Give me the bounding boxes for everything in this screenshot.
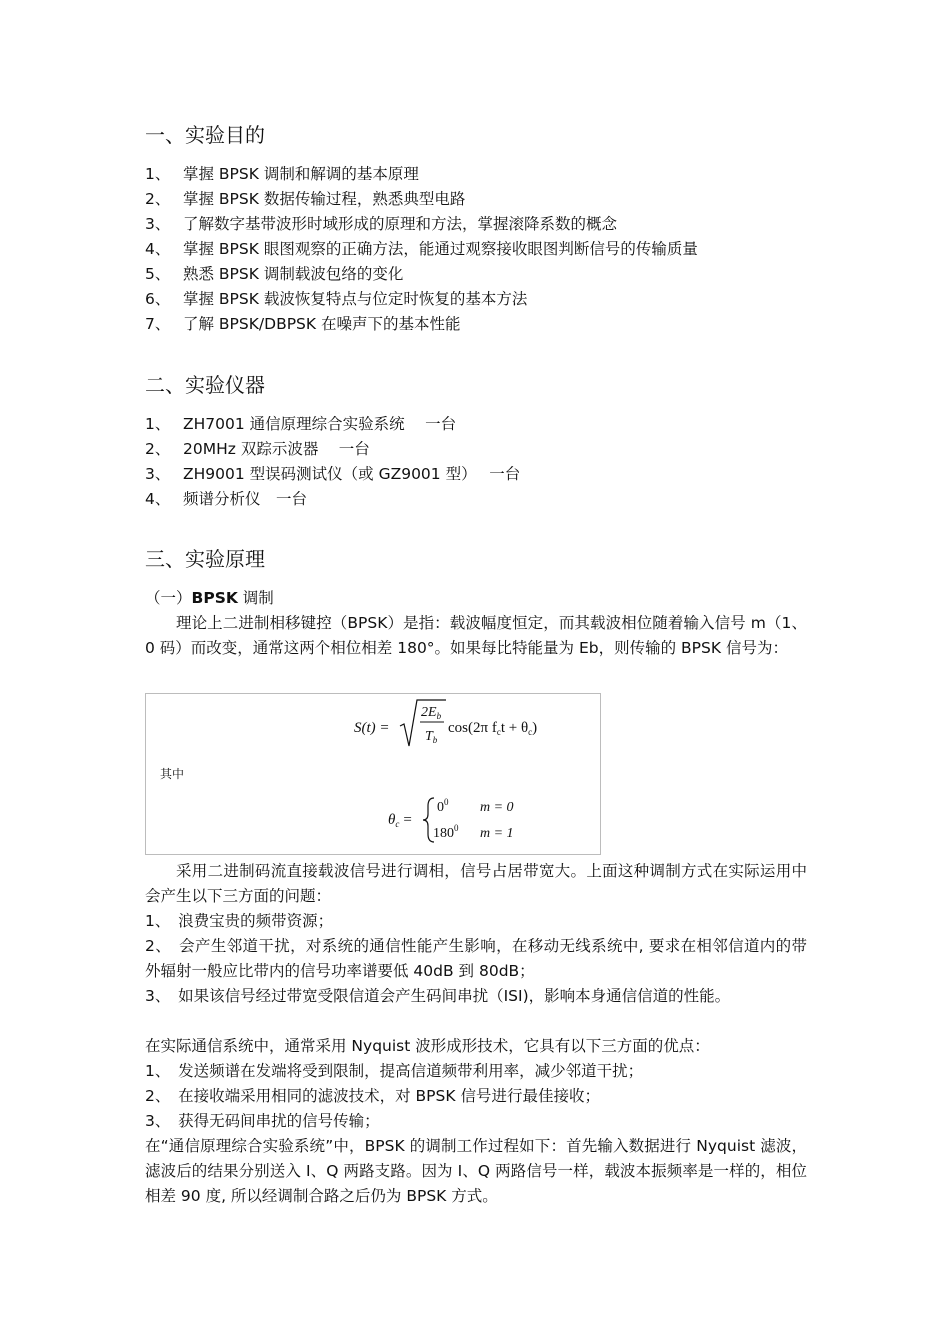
body-paragraph: 在“通信原理综合实验系统”中，BPSK 的调制工作过程如下：首先输入数据进行 Nyquist 滤波，滤波后的结果分别送入 I、Q 两路支路。因为 I、Q 两路信号一样，载波本振频率是一样的，相位相差 90 度, 所以经调制合路之后仍为 BPSK 方式。: [145, 1137, 807, 1205]
list-item: 2、 掌握 BPSK 数据传输过程，熟悉典型电路: [145, 190, 466, 208]
list-item: 4、 频谱分析仪 一台: [145, 490, 308, 508]
list-item: 1、 ZH7001 通信原理综合实验系统 一台: [145, 415, 457, 433]
list-item: 2、 20MHz 双踪示波器 一台: [145, 440, 370, 458]
list-item: 4、 掌握 BPSK 眼图观察的正确方法，能通过观察接收眼图判断信号的传输质量: [145, 240, 698, 258]
problem-list: [145, 909, 807, 1009]
case2-value: $180^0$: [433, 823, 459, 841]
section-heading-purpose: 一、实验目的: [145, 123, 265, 147]
instrument-list: [145, 412, 807, 512]
list-item: 5、 熟悉 BPSK 调制载波包络的变化: [145, 265, 404, 283]
formula-image: [145, 693, 601, 855]
list-item: 3、 ZH9001 型误码测试仪（或 GZ9001 型） 一台: [145, 465, 521, 483]
list-item: 1、 浪费宝贵的频带资源；: [145, 912, 334, 930]
list-item: 3、 了解数字基带波形时域形成的原理和方法，掌握滚降系数的概念: [145, 215, 618, 233]
list-item: 1、 发送频谱在发端将受到限制，提高信道频带利用率，减少邻道干扰；: [145, 1062, 644, 1080]
formula-theta: $\theta_c$ =: [388, 812, 412, 829]
formula-numerator: $2E_b$: [421, 705, 442, 721]
advantage-list: [145, 1059, 807, 1134]
body-paragraph: 在实际通信系统中，通常采用 Nyquist 波形成形技术，它具有以下三方面的优点：: [145, 1037, 710, 1055]
purpose-list: [145, 162, 807, 337]
case2-condition: m = 1: [480, 826, 514, 841]
list-item: 6、 掌握 BPSK 载波恢复特点与位定时恢复的基本方法: [145, 290, 528, 308]
list-item: 3、 获得无码间串扰的信号传输；: [145, 1112, 380, 1130]
formula-where-label: 其中: [160, 767, 185, 781]
list-item: 1、 掌握 BPSK 调制和解调的基本原理: [145, 165, 419, 183]
list-item: 7、 了解 BPSK/DBPSK 在噪声下的基本性能: [145, 315, 461, 333]
formula-cos: cos(2π $f_ct + \theta_c$): [448, 720, 538, 737]
section-heading-instruments: 二、实验仪器: [145, 373, 265, 397]
list-item: 2、 会产生邻道干扰，对系统的通信性能产生影响，在移动无线系统中, 要求在相邻信道内的带外辐射一般应比带内的信号功率谱要低 40dB 到 80dB；: [145, 937, 807, 980]
body-paragraph: 采用二进制码流直接载波信号进行调相，信号占居带宽大。上面这种调制方式在实际运用中会产生以下三方面的问题：: [145, 862, 807, 905]
formula-denominator: $T_b$: [425, 729, 438, 745]
list-item: 3、 如果该信号经过带宽受限信道会产生码间串扰（ISI)，影响本身通信信道的性能。: [145, 987, 731, 1005]
subsection-title: （一）BPSK 调制: [145, 589, 274, 607]
intro-paragraph: 理论上二进制相移键控（BPSK）是指：载波幅度恒定，而其载波相位随着输入信号 m（1、0 码）而改变，通常这两个相位相差 180°。如果每比特能量为 Eb，则传输的 BPSK 信号为：: [145, 614, 807, 657]
case1-value: $0^0$: [437, 797, 449, 815]
formula-lhs: S(t) =: [354, 720, 390, 736]
list-item: 2、 在接收端采用相同的滤波技术，对 BPSK 信号进行最佳接收；: [145, 1087, 600, 1105]
section-heading-principle: 三、实验原理: [145, 547, 265, 571]
case1-condition: m = 0: [480, 800, 514, 815]
